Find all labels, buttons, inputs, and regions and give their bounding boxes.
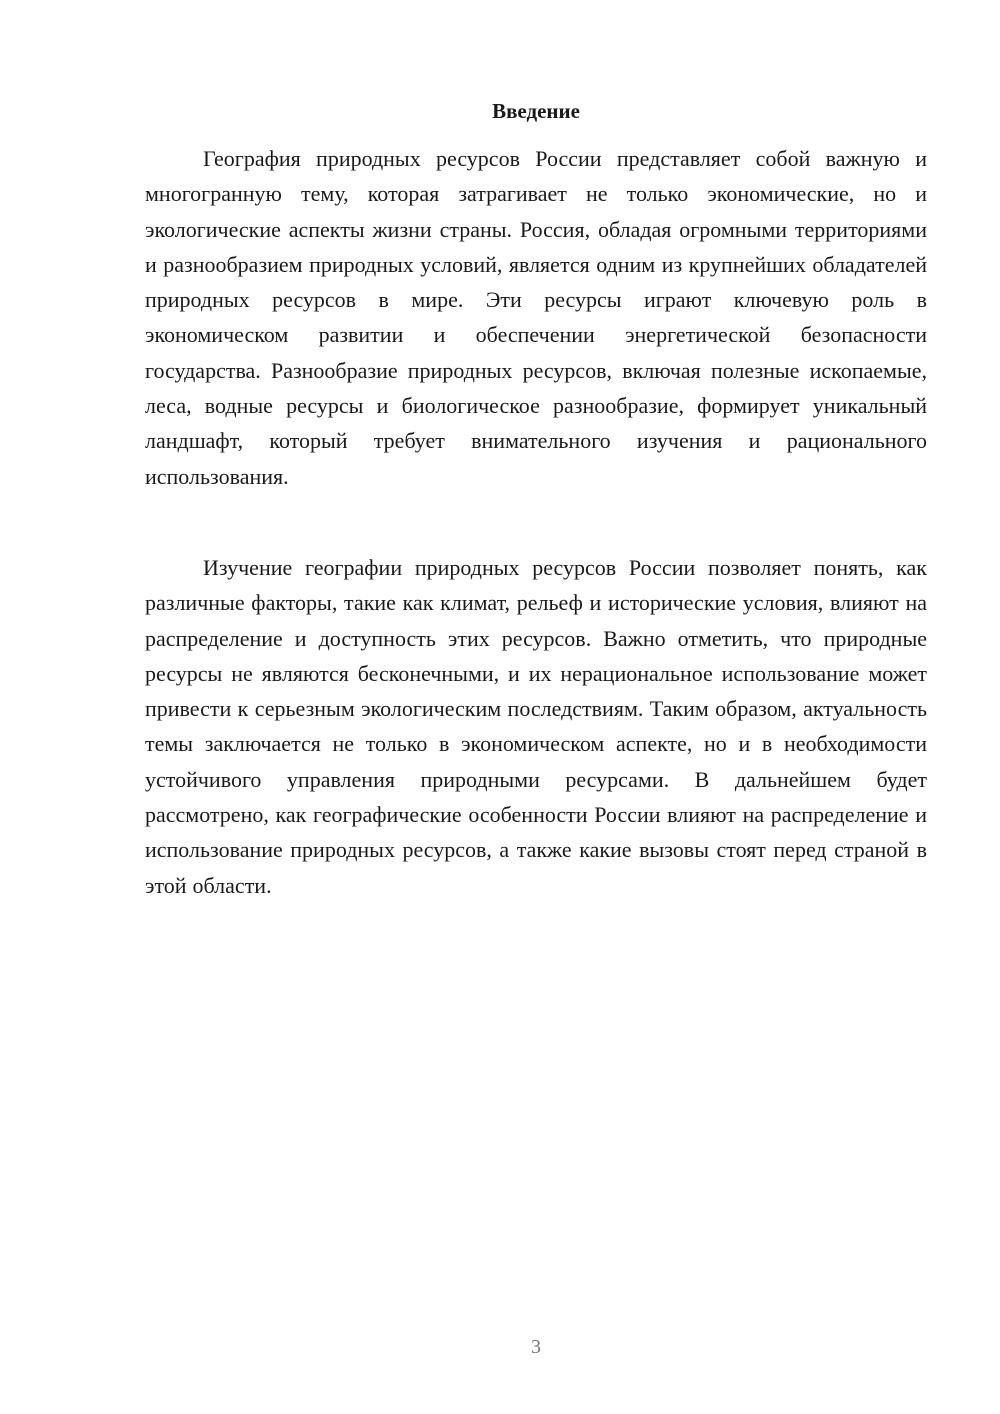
section-title: Введение [492, 99, 580, 123]
paragraph-1: География природных ресурсов России представляет собой важную и многогранную тему, которая затрагивает не только экономические, но и экологические аспекты жизни страны. Россия, обладая огромными территориями и разнообразием природных условий, является одним из крупнейших обладателей природных ресурсов в мире. Эти ресурсы играют ключевую роль в экономическом развитии и обеспечении энергетической безопасности государства. Разнообразие природных ресурсов, включая полезные ископаемые, леса, водные ресурсы и биологическое разнообразие, формирует уникальный ландшафт, который требует внимательного изучения и рационального использования. [145, 146, 927, 489]
page-number: 3 [531, 1336, 541, 1358]
paragraph-2: Изучение географии природных ресурсов России позволяет понять, как различные факторы, такие как климат, рельеф и исторические условия, влияют на распределение и доступность этих ресурсов. Важно отметить, что природные ресурсы не являются бесконечными, и их нерациональное использование может привести к серьезным экологическим последствиям. Таким образом, актуальность темы заключается не только в экономическом аспекте, но и в необходимости устойчивого управления природными ресурсами. В дальнейшем будет рассмотрено, как географические особенности России влияют на распределение и использование природных ресурсов, а также какие вызовы стоят перед страной в этой области. [145, 555, 927, 898]
